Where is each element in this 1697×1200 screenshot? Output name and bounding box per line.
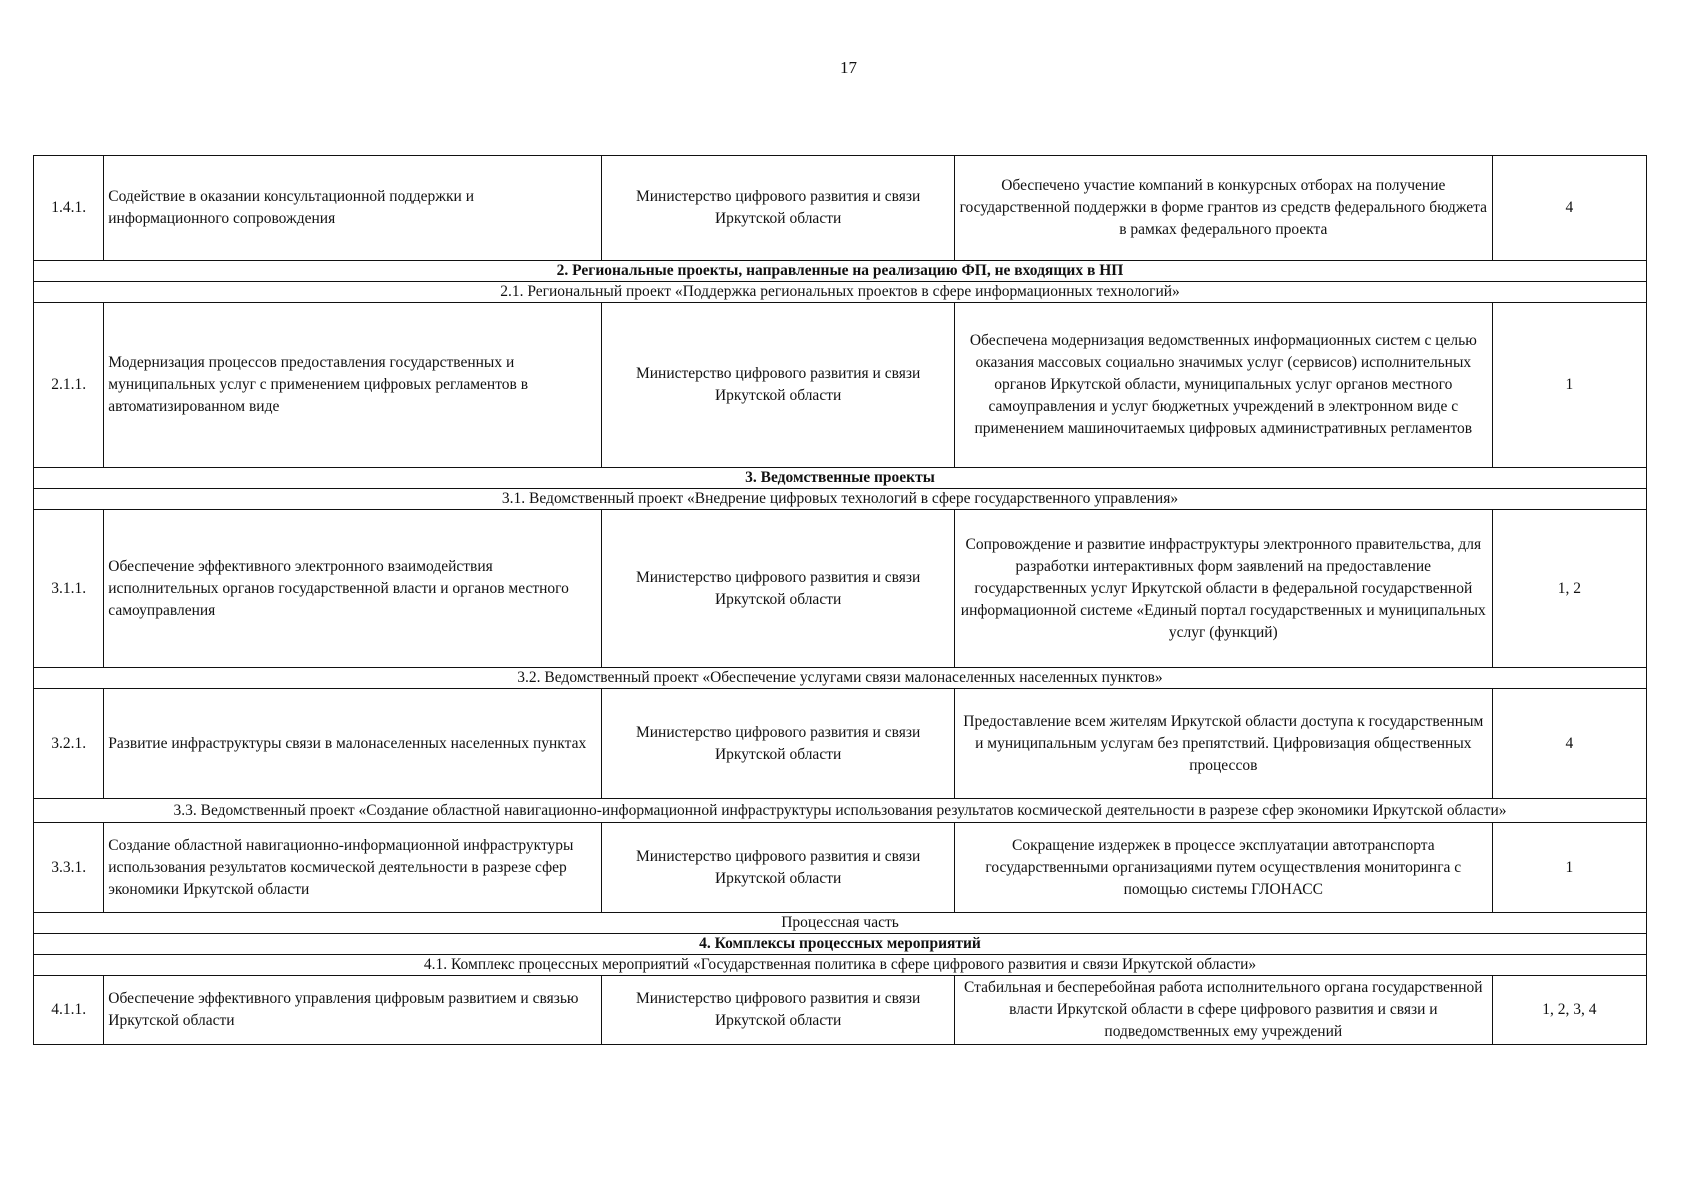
result-cell: Предоставление всем жителям Иркутской области доступа к государственным и муниципальным услугам без препятствий. Цифровизация общественных процессов [954, 689, 1492, 799]
subsection-heading: 3.3. Ведомственный проект «Создание областной навигационно-информационной инфраструктуры использования результатов космической деятельности в разрезе сфер экономики Иркутской области» [34, 799, 1647, 823]
responsible-cell: Министерство цифрового развития и связи Иркутской области [602, 823, 954, 913]
task-cell: Обеспечение эффективного управления цифровым развитием и связью Иркутской области [104, 976, 602, 1045]
row-number: 3.3.1. [34, 823, 104, 913]
responsible-cell: Министерство цифрового развития и связи Иркутской области [602, 976, 954, 1045]
indicators-cell: 1, 2, 3, 4 [1492, 976, 1646, 1045]
indicators-cell: 1 [1492, 303, 1646, 468]
result-cell: Обеспечено участие компаний в конкурсных отборах на получение государственной поддержки в форме грантов из средств федерального бюджета в рамках федерального проекта [954, 156, 1492, 261]
result-cell: Обеспечена модернизация ведомственных информационных систем с целью оказания массовых социально значимых услуг (сервисов) исполнительных органов Иркутской области, муниципальных услуг органов местного самоуправления и услуг бюджетных учреждений в электронном виде с применением машиночитаемых цифровых административных регламентов [954, 303, 1492, 468]
indicators-cell: 1 [1492, 823, 1646, 913]
measures-table [33, 155, 1647, 1045]
table-row [34, 510, 1647, 668]
result-cell: Сопровождение и развитие инфраструктуры электронного правительства, для разработки интерактивных форм заявлений на предоставление государственных услуг Иркутской области в федеральной государственной информационной системе «Единый портал государственных и муниципальных услуг (функций) [954, 510, 1492, 668]
subsection-heading-row [34, 955, 1647, 976]
row-number: 3.2.1. [34, 689, 104, 799]
task-cell: Развитие инфраструктуры связи в малонаселенных населенных пунктах [104, 689, 602, 799]
responsible-cell: Министерство цифрового развития и связи Иркутской области [602, 303, 954, 468]
row-number: 2.1.1. [34, 303, 104, 468]
subsection-heading-row [34, 668, 1647, 689]
row-number: 1.4.1. [34, 156, 104, 261]
subsection-heading: 3.1. Ведомственный проект «Внедрение цифровых технологий в сфере государственного управления» [34, 489, 1647, 510]
table-row [34, 303, 1647, 468]
task-cell: Обеспечение эффективного электронного взаимодействия исполнительных органов государственной власти и органов местного самоуправления [104, 510, 602, 668]
task-cell: Модернизация процессов предоставления государственных и муниципальных услуг с применением цифровых регламентов в автоматизированном виде [104, 303, 602, 468]
section-heading-row [34, 934, 1647, 955]
section-heading: 2. Региональные проекты, направленные на реализацию ФП, не входящих в НП [34, 261, 1647, 282]
page-number: 17 [840, 58, 857, 77]
section-heading: 3. Ведомственные проекты [34, 468, 1647, 489]
table-row [34, 689, 1647, 799]
subsection-heading: 2.1. Региональный проект «Поддержка региональных проектов в сфере информационных технологий» [34, 282, 1647, 303]
indicators-cell: 4 [1492, 156, 1646, 261]
indicators-cell: 4 [1492, 689, 1646, 799]
indicators-cell: 1, 2 [1492, 510, 1646, 668]
result-cell: Сокращение издержек в процессе эксплуатации автотранспорта государственными организациями путем осуществления мониторинга с помощью системы ГЛОНАСС [954, 823, 1492, 913]
subsection-heading: 4.1. Комплекс процессных мероприятий «Государственная политика в сфере цифрового развития и связи Иркутской области» [34, 955, 1647, 976]
process-part-heading: Процессная часть [34, 913, 1647, 934]
subsection-heading-row [34, 489, 1647, 510]
subsection-heading-row [34, 282, 1647, 303]
subsection-heading-row [34, 799, 1647, 823]
result-cell: Стабильная и бесперебойная работа исполнительного органа государственной власти Иркутской области в сфере цифрового развития и связи и подведомственных ему учреждений [954, 976, 1492, 1045]
responsible-cell: Министерство цифрового развития и связи Иркутской области [602, 510, 954, 668]
task-cell: Создание областной навигационно-информационной инфраструктуры использования результатов космической деятельности в разрезе сфер экономики Иркутской области [104, 823, 602, 913]
section-heading-row [34, 261, 1647, 282]
table-row [34, 156, 1647, 261]
subsection-heading: 3.2. Ведомственный проект «Обеспечение услугами связи малонаселенных населенных пунктов» [34, 668, 1647, 689]
task-cell: Содействие в оказании консультационной поддержки и информационного сопровождения [104, 156, 602, 261]
row-number: 4.1.1. [34, 976, 104, 1045]
section-heading-row [34, 468, 1647, 489]
responsible-cell: Министерство цифрового развития и связи Иркутской области [602, 689, 954, 799]
table-row [34, 976, 1647, 1045]
row-number: 3.1.1. [34, 510, 104, 668]
responsible-cell: Министерство цифрового развития и связи Иркутской области [602, 156, 954, 261]
section-heading: 4. Комплексы процессных мероприятий [34, 934, 1647, 955]
table-row [34, 823, 1647, 913]
process-part-row [34, 913, 1647, 934]
